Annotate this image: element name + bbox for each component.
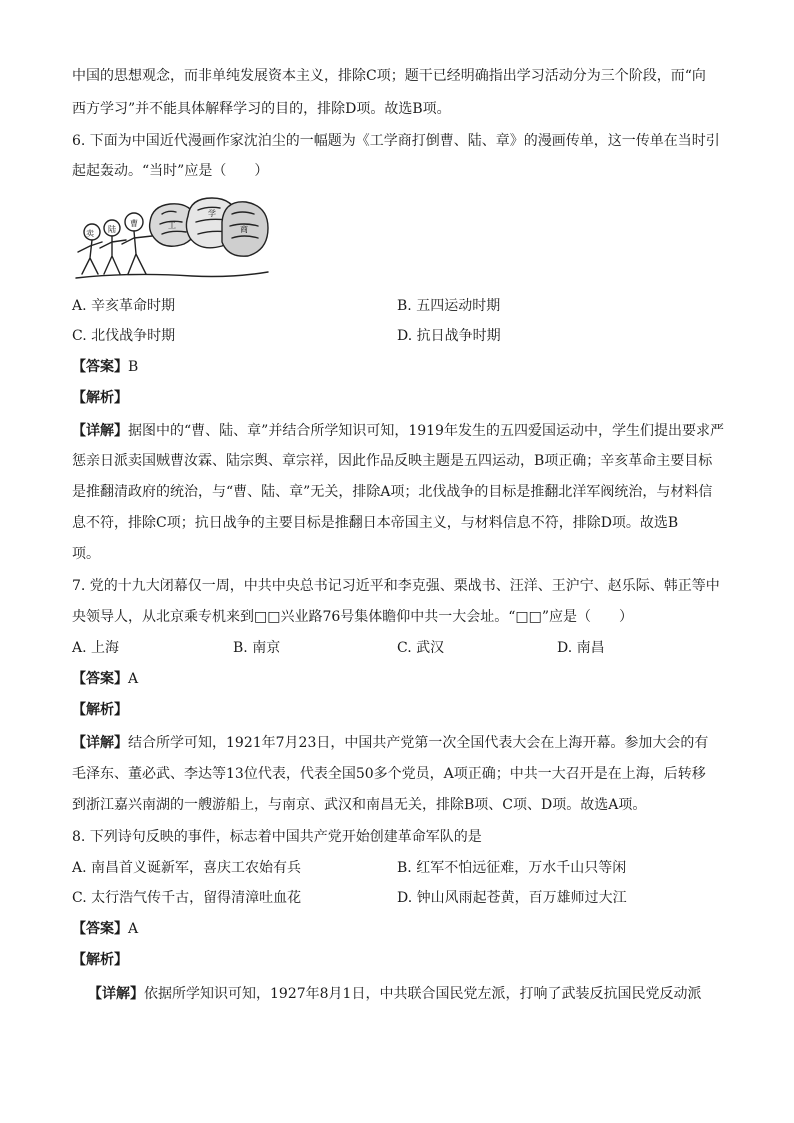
- question-6-stem-cont: 起起轰动。“当时”应是（ ）: [72, 163, 269, 179]
- option-a: A. 辛亥革命时期: [72, 298, 176, 314]
- detail-line: 【详解】据图中的“曹、陆、章”并结合所学知识可知，1919年发生的五四爱国运动中，学生们提出要求严: [72, 423, 724, 439]
- answer-value: B: [128, 359, 139, 375]
- cartoon-illustration: [72, 192, 272, 284]
- answer-line: [72, 357, 724, 377]
- option-c: C. 武汉: [397, 640, 445, 656]
- detail-line: 息不符，排除C项；抗日战争的主要目标是推翻日本帝国主义，与材料信息不符，排除D项。故选B: [72, 515, 679, 531]
- analysis-tag: 【解析】: [72, 702, 128, 718]
- text-line: 中国的思想观念，而非单纯发展资本主义，排除C项；题干已经明确指出学习活动分为三个阶段，而“向: [72, 68, 706, 84]
- cartoon-label: 学: [208, 209, 216, 218]
- analysis-tag: 【解析】: [72, 390, 128, 406]
- detail-line: 项。: [72, 546, 100, 562]
- cartoon-label: 曹: [130, 219, 138, 228]
- option-b: B. 五四运动时期: [397, 298, 501, 314]
- option-b: B. 南京: [233, 640, 281, 656]
- cartoon-label: 商: [240, 225, 248, 234]
- detail-line: 到浙江嘉兴南湖的一艘游船上，与南京、武汉和南昌无关，排除B项、C项、D项。故选A项。: [72, 797, 647, 813]
- answer-tag: 【答案】: [72, 921, 128, 937]
- question-7-stem-cont: 央领导人，从北京乘专机来到□□兴业路76号集体瞻仰中共一大会址。“□□”应是（ ）: [72, 609, 634, 625]
- question-6-stem: 6. 下面为中国近代漫画作家沈泊尘的一幅题为《工学商打倒曹、陆、章》的漫画传单，这一传单在当时引: [72, 133, 720, 149]
- text-line: 西方学习”并不能具体解释学习的目的，排除D项。故选B项。: [72, 101, 451, 117]
- answer-tag: 【答案】: [72, 359, 128, 375]
- question-8-stem: 8. 下列诗句反映的事件，标志着中国共产党开始创建革命军队的是: [72, 829, 482, 845]
- cartoon-label: 陆: [108, 225, 116, 234]
- option-d: D. 钟山风雨起苍黄，百万雄师过大江: [397, 890, 627, 906]
- detail-line: 【详解】依据所学知识可知，1927年8月1日，中共联合国民党左派，打响了武装反抗国民党反动派: [88, 986, 702, 1002]
- cartoon-label: 工: [168, 221, 176, 230]
- option-b: B. 红军不怕远征难，万水千山只等闲: [397, 860, 627, 876]
- answer-tag: 【答案】: [72, 671, 128, 687]
- detail-tag: 【详解】: [72, 735, 128, 751]
- detail-line: 是推翻清政府的统治，与“曹、陆、章”无关，排除A项；北伐战争的目标是推翻北洋军阀统治，与材料信: [72, 484, 713, 500]
- detail-line: 【详解】结合所学可知，1921年7月23日，中国共产党第一次全国代表大会在上海开幕。参加大会的有: [72, 735, 709, 751]
- question-7-stem: 7. 党的十九大闭幕仅一周，中共中央总书记习近平和李克强、栗战书、汪洋、王沪宁、赵乐际、韩正等中: [72, 578, 720, 594]
- detail-tag: 【详解】: [72, 423, 128, 439]
- detail-line: 毛泽东、董必武、李达等13位代表，代表全国50多个党员，A项正确；中共一大召开是在上海，后转移: [72, 766, 706, 782]
- option-d: D. 抗日战争时期: [397, 328, 501, 344]
- cartoon-label: 卖: [86, 229, 94, 238]
- answer-value: A: [128, 671, 139, 687]
- answer-value: A: [128, 921, 139, 937]
- detail-line: 惩亲日派卖国贼曹汝霖、陆宗舆、章宗祥，因此作品反映主题是五四运动，B项正确；辛亥革命主要目标: [72, 453, 713, 469]
- answer-line: [72, 669, 724, 689]
- option-d: D. 南昌: [557, 640, 605, 656]
- option-a: A. 南昌首义诞新军，喜庆工农始有兵: [72, 860, 302, 876]
- detail-tag: 【详解】: [88, 986, 144, 1002]
- option-c: C. 太行浩气传千古，留得清漳吐血花: [72, 890, 302, 906]
- option-a: A. 上海: [72, 640, 120, 656]
- option-c: C. 北伐战争时期: [72, 328, 176, 344]
- answer-line: [72, 919, 724, 939]
- analysis-tag: 【解析】: [72, 952, 128, 968]
